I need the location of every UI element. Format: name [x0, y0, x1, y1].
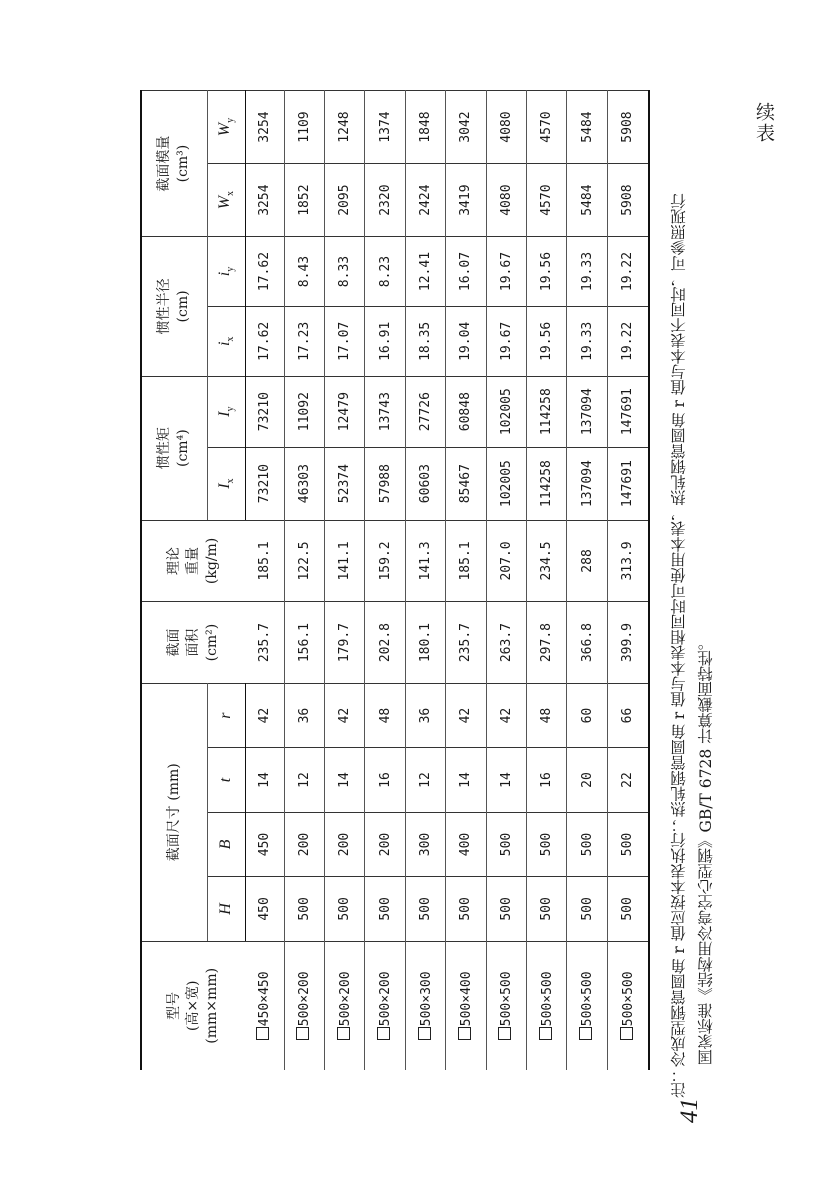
value-cell: 185.1 [245, 520, 284, 602]
value-cell: 235.7 [446, 602, 486, 684]
model-label: 500×300 [418, 971, 434, 1027]
header-area: 截面 面积 (cm²) [141, 602, 245, 684]
value-cell: 19.22 [607, 237, 649, 307]
value-cell: 8.23 [365, 237, 405, 307]
model-cell [607, 941, 649, 1070]
value-cell: 450 [245, 812, 284, 876]
value-cell: 147691 [607, 447, 649, 520]
continued-label: 续表 [753, 102, 775, 144]
value-cell: 1248 [325, 91, 365, 164]
value-cell: 200 [284, 812, 324, 876]
header-radius: 惯性半径 (cm) [141, 237, 207, 377]
value-cell: 16 [527, 748, 567, 812]
table-row [405, 91, 445, 1071]
value-cell: 16.07 [446, 237, 486, 307]
value-cell: 141.1 [325, 520, 365, 602]
value-cell: 19.67 [486, 306, 526, 376]
value-cell: 4570 [527, 91, 567, 164]
square-tube-icon [418, 1027, 431, 1040]
value-cell: 500 [486, 877, 526, 941]
square-tube-icon [256, 1027, 269, 1040]
value-cell: 14 [245, 748, 284, 812]
value-cell: 102005 [486, 376, 526, 447]
value-cell: 500 [527, 877, 567, 941]
value-cell: 102005 [486, 447, 526, 520]
table-row [245, 91, 284, 1071]
value-cell: 19.56 [527, 306, 567, 376]
value-cell: 500 [486, 812, 526, 876]
header-model: 型号 (高×宽) (mm×mm) [141, 941, 245, 1070]
table-row [567, 91, 607, 1071]
value-cell: 14 [446, 748, 486, 812]
value-cell: 147691 [607, 376, 649, 447]
note-line-1: 注：冷成型钢管圆角 r 值应按本表执行；热轧钢管圆角 r 值与本表相同时可使用本表，热轧钢管圆角 r 值与本表不同时，可参照现行 [670, 193, 688, 1098]
value-cell: 20 [567, 748, 607, 812]
value-cell: 3254 [245, 91, 284, 164]
value-cell: 288 [567, 520, 607, 602]
model-label: 500×500 [539, 971, 555, 1027]
col-Iy: $I_y$ [207, 376, 245, 447]
value-cell: 48 [365, 683, 405, 747]
value-cell: 8.33 [325, 237, 365, 307]
value-cell: 114258 [527, 376, 567, 447]
value-cell: 42 [446, 683, 486, 747]
value-cell: 19.04 [446, 306, 486, 376]
value-cell: 8.43 [284, 237, 324, 307]
value-cell: 179.7 [325, 602, 365, 684]
value-cell: 500 [607, 877, 649, 941]
note-line-2: 国家标准《结构用冷弯空心型钢》GB/T 6728 计算截面特性。 [697, 635, 715, 1065]
value-cell: 202.8 [365, 602, 405, 684]
value-cell: 500 [365, 877, 405, 941]
value-cell: 12.41 [405, 237, 445, 307]
table-row [607, 91, 649, 1071]
col-iy: $i_y$ [207, 237, 245, 307]
square-tube-icon [296, 1027, 309, 1040]
table-row [527, 91, 567, 1071]
value-cell: 85467 [446, 447, 486, 520]
value-cell: 3042 [446, 91, 486, 164]
value-cell: 42 [325, 683, 365, 747]
value-cell: 19.33 [567, 306, 607, 376]
value-cell: 180.1 [405, 602, 445, 684]
header-inertia: 惯性矩 (cm⁴) [141, 376, 207, 520]
value-cell: 17.23 [284, 306, 324, 376]
value-cell: 60603 [405, 447, 445, 520]
col-ix: $i_x$ [207, 306, 245, 376]
value-cell: 4080 [486, 91, 526, 164]
value-cell: 4080 [486, 164, 526, 237]
model-cell [325, 941, 365, 1070]
square-tube-icon [377, 1027, 390, 1040]
model-label: 500×500 [499, 971, 515, 1027]
value-cell: 207.0 [486, 520, 526, 602]
model-cell [405, 941, 445, 1070]
value-cell: 159.2 [365, 520, 405, 602]
value-cell: 500 [567, 812, 607, 876]
square-tube-icon [579, 1027, 592, 1040]
table-row [446, 91, 486, 1071]
square-tube-icon [620, 1027, 633, 1040]
model-label: 500×200 [378, 971, 394, 1027]
value-cell: 60848 [446, 376, 486, 447]
value-cell: 19.56 [527, 237, 567, 307]
value-cell: 313.9 [607, 520, 649, 602]
value-cell: 185.1 [446, 520, 486, 602]
value-cell: 2424 [405, 164, 445, 237]
value-cell: 4570 [527, 164, 567, 237]
value-cell: 60 [567, 683, 607, 747]
value-cell: 1848 [405, 91, 445, 164]
value-cell: 5908 [607, 91, 649, 164]
value-cell: 137094 [567, 376, 607, 447]
col-r: r [207, 683, 245, 747]
value-cell: 3254 [245, 164, 284, 237]
col-Ix: $I_x$ [207, 447, 245, 520]
value-cell: 1109 [284, 91, 324, 164]
value-cell: 122.5 [284, 520, 324, 602]
value-cell: 141.3 [405, 520, 445, 602]
col-Wy: $W_y$ [207, 91, 245, 164]
col-B: B [207, 812, 245, 876]
header-dimensions: 截面尺寸 (mm) [141, 683, 207, 941]
value-cell: 48 [527, 683, 567, 747]
section-properties-table [140, 90, 650, 1070]
table-row [284, 91, 324, 1071]
value-cell: 19.33 [567, 237, 607, 307]
value-cell: 500 [325, 877, 365, 941]
header-weight: 理论 重量 (kg/m) [141, 520, 245, 602]
model-cell [446, 941, 486, 1070]
value-cell: 36 [405, 683, 445, 747]
value-cell: 16.91 [365, 306, 405, 376]
col-t: t [207, 748, 245, 812]
value-cell: 18.35 [405, 306, 445, 376]
table-row [486, 91, 526, 1071]
value-cell: 300 [405, 812, 445, 876]
value-cell: 12 [405, 748, 445, 812]
value-cell: 500 [446, 877, 486, 941]
header-modulus: 截面模量 (cm³) [141, 91, 207, 237]
value-cell: 200 [325, 812, 365, 876]
value-cell: 2095 [325, 164, 365, 237]
col-H: H [207, 877, 245, 941]
model-cell [365, 941, 405, 1070]
value-cell: 297.8 [527, 602, 567, 684]
value-cell: 5908 [607, 164, 649, 237]
value-cell: 500 [527, 812, 567, 876]
value-cell: 17.07 [325, 306, 365, 376]
model-label: 500×400 [458, 971, 474, 1027]
value-cell: 156.1 [284, 602, 324, 684]
value-cell: 17.62 [245, 306, 284, 376]
value-cell: 14 [325, 748, 365, 812]
col-Wx: $W_x$ [207, 164, 245, 237]
value-cell: 500 [405, 877, 445, 941]
value-cell: 19.67 [486, 237, 526, 307]
value-cell: 366.8 [567, 602, 607, 684]
square-tube-icon [498, 1027, 511, 1040]
square-tube-icon [458, 1027, 471, 1040]
model-cell [284, 941, 324, 1070]
value-cell: 22 [607, 748, 649, 812]
value-cell: 42 [486, 683, 526, 747]
model-label: 500×200 [337, 971, 353, 1027]
table-body [245, 91, 649, 1071]
value-cell: 19.22 [607, 306, 649, 376]
value-cell: 36 [284, 683, 324, 747]
value-cell: 27726 [405, 376, 445, 447]
model-cell [527, 941, 567, 1070]
value-cell: 12 [284, 748, 324, 812]
value-cell: 234.5 [527, 520, 567, 602]
value-cell: 14 [486, 748, 526, 812]
value-cell: 73210 [245, 376, 284, 447]
model-label: 450×450 [257, 971, 273, 1027]
value-cell: 200 [365, 812, 405, 876]
value-cell: 399.9 [607, 602, 649, 684]
model-label: 500×500 [580, 971, 596, 1027]
value-cell: 3419 [446, 164, 486, 237]
value-cell: 57988 [365, 447, 405, 520]
section-table-wrapper [140, 90, 650, 1070]
model-cell [567, 941, 607, 1070]
table-row [325, 91, 365, 1071]
value-cell: 13743 [365, 376, 405, 447]
value-cell: 46303 [284, 447, 324, 520]
value-cell: 66 [607, 683, 649, 747]
value-cell: 500 [567, 877, 607, 941]
page-number: 41 [676, 1098, 703, 1123]
value-cell: 500 [284, 877, 324, 941]
model-cell [486, 941, 526, 1070]
table-note [666, 88, 726, 1098]
value-cell: 42 [245, 683, 284, 747]
value-cell: 2320 [365, 164, 405, 237]
square-tube-icon [539, 1027, 552, 1040]
value-cell: 1374 [365, 91, 405, 164]
model-label: 500×200 [297, 971, 313, 1027]
value-cell: 73210 [245, 447, 284, 520]
model-cell [245, 941, 284, 1070]
value-cell: 400 [446, 812, 486, 876]
value-cell: 263.7 [486, 602, 526, 684]
value-cell: 1852 [284, 164, 324, 237]
value-cell: 52374 [325, 447, 365, 520]
table-row [365, 91, 405, 1071]
value-cell: 5484 [567, 91, 607, 164]
value-cell: 137094 [567, 447, 607, 520]
square-tube-icon [337, 1027, 350, 1040]
value-cell: 500 [607, 812, 649, 876]
value-cell: 17.62 [245, 237, 284, 307]
value-cell: 16 [365, 748, 405, 812]
value-cell: 5484 [567, 164, 607, 237]
value-cell: 235.7 [245, 602, 284, 684]
model-label: 500×500 [620, 971, 636, 1027]
value-cell: 450 [245, 877, 284, 941]
value-cell: 12479 [325, 376, 365, 447]
value-cell: 11092 [284, 376, 324, 447]
value-cell: 114258 [527, 447, 567, 520]
